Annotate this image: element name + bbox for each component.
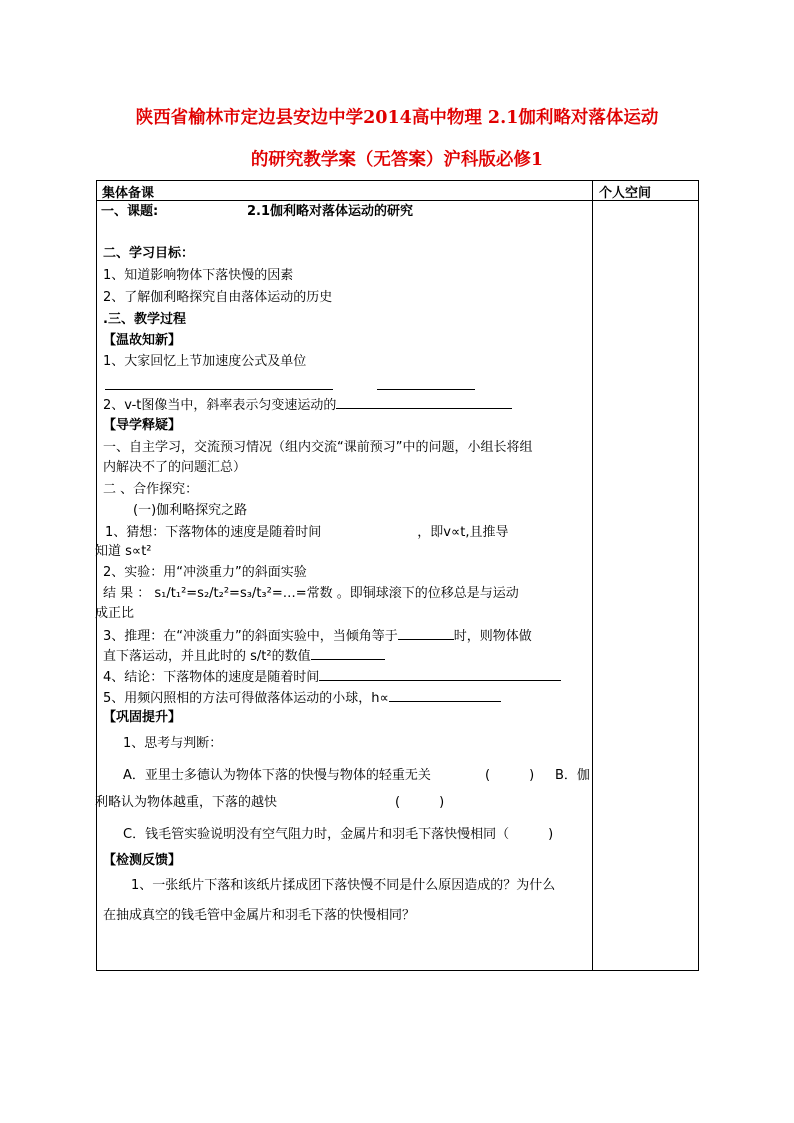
guess-line-1 [105,524,509,541]
result-line-1: 结 果 ： s₁/t₁²=s₂/t₂²=s₃/t₃²=…=常数 。即铜球滚下的位移总是与运动 [103,586,519,601]
inference-line-2 [103,647,385,665]
photo-blank [389,689,501,702]
goals-heading: 二、学习目标： [103,246,195,261]
review-item-2-text: 2、v-t图像当中，斜率表示匀变速运动的 [103,398,337,413]
test-heading: 【检测反馈】 [103,853,182,868]
consolidation-heading: 【巩固提升】 [103,710,182,725]
question-b-start: B．伽 [555,768,590,783]
column-divider [592,181,593,970]
review-item-1: 1、大家回忆上节加速度公式及单位 [103,354,307,369]
goal-1: 1、知道影响物体下落快慢的因素 [103,268,294,283]
guess-line-2: 知道 s∝t² [95,544,152,559]
guide-heading: 【导学释疑】 [103,418,182,433]
galileo-path-subheading: (一)伽利略探究之路 [133,503,248,518]
experiment-line: 2、实验：用“冲淡重力”的斜面实验 [103,565,307,580]
test-question-line-2: 在抽成真空的钱毛管中金属片和羽毛下落的快慢相同？ [103,908,416,923]
self-study-line-1: 一、自主学习，交流预习情况（组内交流“课前预习”中的问题，小组长将组 [103,440,533,455]
cooperative-heading: 二 、合作探究： [103,482,199,497]
answer-blank-1 [105,389,333,390]
process-heading: .三、教学过程 [103,312,186,327]
document-title-line-2: 的研究教学案（无答案）沪科版必修1 [250,150,544,170]
photo-line [103,689,501,707]
photo-text: 5、用频闪照相的方法可得做落体运动的小球，h∝ [103,691,389,706]
guess-text: 1、猜想：下落物体的速度是随着时间 [105,525,322,540]
question-a: A．亚里士多德认为物体下落的快慢与物体的轻重无关 [123,768,431,783]
self-study-line-2: 内解决不了的问题汇总） [103,460,247,475]
result-line-2: 成正比 [95,606,135,621]
lesson-table [96,180,699,971]
inference-text: 3、推理：在“冲淡重力”的斜面实验中，当倾角等于 [103,629,398,644]
topic-title: 2.1伽利略对落体运动的研究 [247,204,414,219]
guess-blank [321,524,417,536]
question-b: 利略认为物体越重，下落的越快 [95,795,278,810]
inference-text-2: 时，则物体做 [453,629,532,644]
conclusion-blank [319,668,561,681]
review-heading: 【温故知新】 [103,333,182,348]
guess-text-2: ，即v∝t,且推导 [417,525,509,540]
document-title-line-1: 陕西省榆林市定边县安边中学2014高中物理 2.1伽利略对落体运动 [135,108,659,128]
question-b-paren: ( ) [395,795,445,810]
header-personal-space: 个人空间 [599,186,652,201]
goal-2: 2、了解伽利略探究自由落体运动的历史 [103,290,333,305]
topic-label: 一、课题: [101,204,159,219]
inference-blank-2 [311,647,385,660]
answer-blank-3 [336,396,512,409]
header-collective-prep: 集体备课 [102,186,155,201]
question-a-paren: ( ) [485,768,535,783]
answer-blank-2 [377,389,475,390]
conclusion-line [103,668,561,686]
inference-text-3: 直下落运动，并且此时的 s/t²的数值 [103,649,311,664]
review-item-2 [103,396,512,414]
conclusion-text: 4、结论：下落物体的速度是随着时间 [103,670,320,685]
inference-line-1 [103,627,532,645]
inference-blank-1 [398,627,454,640]
question-c: C．钱毛管实验说明没有空气阻力时，金属片和羽毛下落快慢相同（ ) [123,827,554,842]
test-question-line-1: 1、一张纸片下落和该纸片揉成团下落快慢不同是什么原因造成的？为什么 [131,878,556,893]
think-judge-heading: 1、思考与判断： [123,736,223,751]
